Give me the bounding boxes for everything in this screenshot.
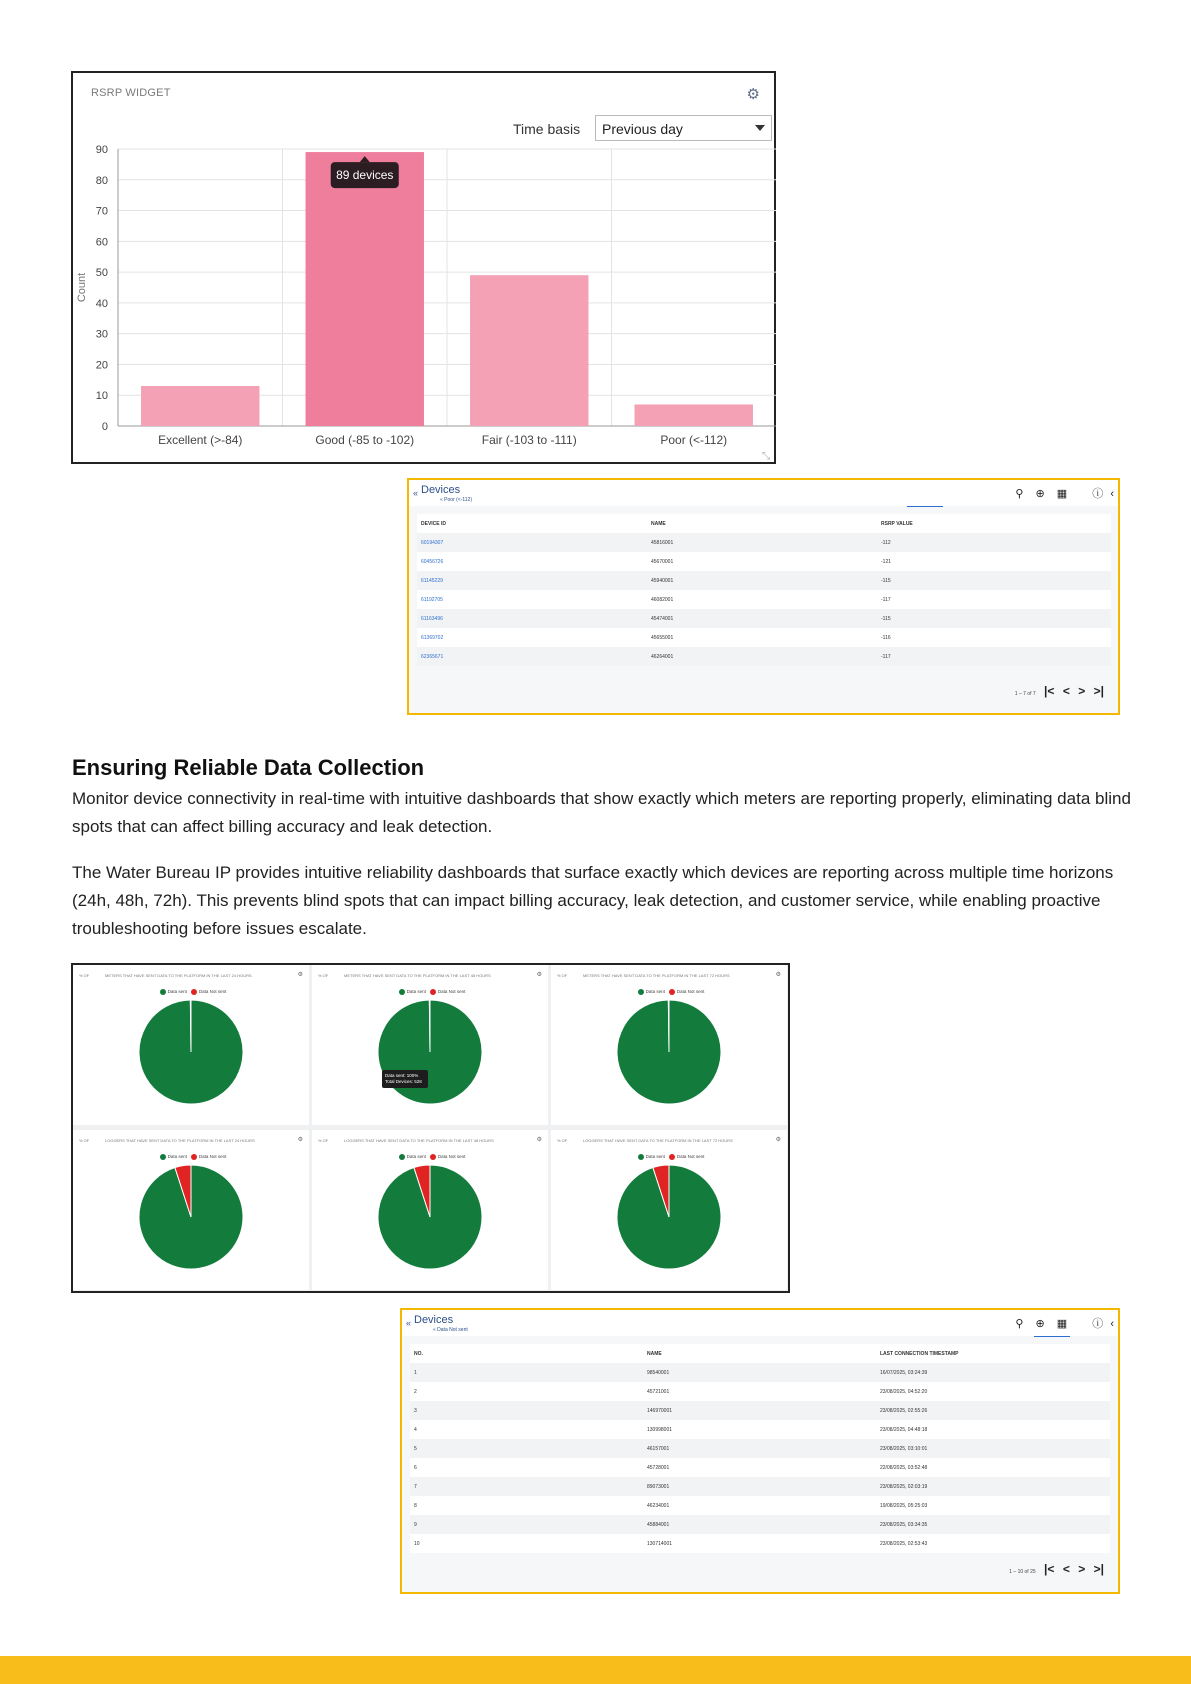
reporting-pie-grid	[71, 963, 790, 1293]
next-page-icon[interactable]: >	[1078, 1562, 1086, 1576]
table-cell: 146970001	[643, 1401, 876, 1420]
table-row[interactable]	[410, 1439, 1110, 1458]
back-icon[interactable]: «	[406, 1318, 412, 1328]
pie-title: LOGGERS THAT HAVE SENT DATA TO THE PLATFORM IN THE LAST 24 HOURS	[105, 1138, 255, 1143]
add-circle-icon[interactable]: ⊕	[1035, 488, 1045, 500]
table-cell: -117	[877, 647, 1111, 666]
pagination-range: 1 – 10 of 25	[1009, 1569, 1036, 1575]
column-header[interactable]: RSRP VALUE	[877, 514, 1111, 533]
time-basis-value: Previous day	[602, 121, 683, 137]
table-cell: 10	[410, 1534, 643, 1553]
info-icon[interactable]: ⓘ	[1092, 488, 1104, 500]
y-tick-label: 50	[95, 267, 108, 280]
tooltip-line: Total Devices: 528	[385, 1079, 422, 1084]
table-row[interactable]	[410, 1496, 1110, 1515]
table-cell: 45728001	[643, 1458, 876, 1477]
table-row[interactable]	[417, 628, 1111, 647]
table-row[interactable]	[410, 1458, 1110, 1477]
section-paragraph-2: The Water Bureau IP provides intuitive reliability dashboards that surface exactly which devices are reporting across multiple time horizons (24h, 48h, 72h). This prevents blind spots that can impact billing accuracy, leak detection, and customer service, while enabling proactive troubleshooting before issues escalate.	[72, 863, 1114, 938]
legend-swatch	[160, 989, 166, 995]
svg-text:89 devices: 89 devices	[336, 168, 394, 183]
time-basis-label: Time basis	[513, 121, 581, 137]
table-cell: 45884001	[643, 1515, 876, 1534]
table-cell: 23/08/2025, 02:53:43	[876, 1534, 1110, 1553]
table-row[interactable]	[417, 590, 1111, 609]
legend-swatch	[638, 1154, 644, 1160]
table-row[interactable]	[410, 1382, 1110, 1401]
pie-legend	[73, 989, 309, 995]
column-header[interactable]: NAME	[647, 514, 877, 533]
panel-breadcrumb[interactable]: « Poor (<-112)	[440, 497, 473, 503]
table-cell: 46082001	[647, 590, 877, 609]
table-row[interactable]	[410, 1515, 1110, 1534]
active-tab-underline	[907, 506, 943, 507]
pie-unit-label: % OF	[79, 973, 90, 978]
legend-label[interactable]: Data sent	[167, 1154, 187, 1160]
table-cell: 5	[410, 1439, 643, 1458]
legend-label[interactable]: Data sent	[167, 989, 187, 995]
legend-label[interactable]: Data Not sent	[437, 989, 466, 995]
section-paragraph-1: Monitor device connectivity in real-time with intuitive dashboards that show exactly which meters are reporting properly, eliminating data blind spots that can affect billing accuracy and leak detection.	[72, 789, 1131, 836]
widget-title: RSRP WIDGET	[91, 87, 171, 99]
legend-label[interactable]: Data sent	[645, 1154, 665, 1160]
pie-legend	[73, 1154, 309, 1160]
pie-slice-not-sent[interactable]	[668, 1000, 669, 1052]
legend-label[interactable]: Data Not sent	[437, 1154, 466, 1160]
y-tick-label: 40	[95, 297, 108, 310]
legend-label[interactable]: Data sent	[406, 989, 426, 995]
panel-toolbar	[1006, 1315, 1114, 1331]
footer-accent-bar	[0, 1656, 1191, 1684]
panel-title: Devices	[414, 1314, 454, 1326]
grid-icon[interactable]: ▦	[1056, 1318, 1068, 1330]
table-row[interactable]	[417, 571, 1111, 590]
legend-swatch	[638, 989, 644, 995]
table-header-row	[417, 514, 1111, 533]
y-tick-label: 20	[95, 359, 108, 372]
pagination	[1009, 1562, 1104, 1576]
table-cell: 23/08/2025, 03:34:35	[876, 1515, 1110, 1534]
table-cell: -115	[877, 609, 1111, 628]
column-header[interactable]: LAST CONNECTION TIMESTAMP	[876, 1344, 1110, 1363]
panel-title: Devices	[421, 484, 461, 496]
pie-widget	[551, 965, 787, 1125]
legend-swatch	[191, 989, 197, 995]
table-cell: 6	[410, 1458, 643, 1477]
bar[interactable]	[470, 275, 588, 426]
table-row[interactable]	[410, 1401, 1110, 1420]
devices-table	[417, 514, 1111, 666]
info-icon[interactable]: ⓘ	[1092, 1318, 1104, 1330]
legend-swatch	[669, 1154, 675, 1160]
panel-header	[402, 1310, 1118, 1336]
legend-swatch	[160, 1154, 166, 1160]
table-row[interactable]	[410, 1477, 1110, 1496]
time-basis-select[interactable]	[595, 115, 772, 141]
table-cell[interactable]: 61163496	[417, 609, 647, 628]
table-row[interactable]	[417, 552, 1111, 571]
legend-label[interactable]: Data sent	[406, 1154, 426, 1160]
prev-page-icon[interactable]: <	[1062, 684, 1070, 698]
y-tick-label: 0	[101, 421, 108, 433]
search-icon[interactable]: ⚲	[1015, 1318, 1024, 1330]
grid-icon[interactable]: ▦	[1056, 488, 1068, 500]
pie-slice-not-sent[interactable]	[429, 1000, 430, 1052]
table-cell: 45655001	[647, 628, 877, 647]
table-cell: 89073001	[643, 1477, 876, 1496]
x-tick-label: Fair (-103 to -111)	[481, 433, 577, 447]
table-row[interactable]	[410, 1534, 1110, 1553]
y-axis-label: Count	[76, 272, 88, 303]
table-cell: 130998001	[643, 1420, 876, 1439]
table-cell[interactable]: 61145229	[417, 571, 647, 590]
y-tick-label: 60	[95, 236, 108, 249]
pie-widget	[551, 1130, 787, 1290]
last-page-icon[interactable]: >|	[1093, 684, 1104, 698]
pie-title: LOGGERS THAT HAVE SENT DATA TO THE PLATFORM IN THE LAST 72 HOURS	[583, 1138, 733, 1143]
legend-swatch	[430, 1154, 436, 1160]
legend-swatch	[399, 989, 405, 995]
add-circle-icon[interactable]: ⊕	[1035, 1318, 1045, 1330]
table-cell: -121	[877, 552, 1111, 571]
bar[interactable]	[635, 404, 753, 426]
legend-label[interactable]: Data Not sent	[198, 1154, 227, 1160]
pie-title: METERS THAT HAVE SENT DATA TO THE PLATFORM IN THE LAST 24 HOURS	[105, 973, 252, 978]
table-cell: 23/08/2025, 03:10:01	[876, 1439, 1110, 1458]
section-heading: Ensuring Reliable Data Collection	[72, 755, 425, 780]
pie-legend	[312, 1154, 548, 1160]
table-cell: 4	[410, 1420, 643, 1439]
table-cell: 7	[410, 1477, 643, 1496]
table-cell: -112	[877, 533, 1111, 552]
panel-toolbar	[1006, 485, 1114, 501]
table-row[interactable]	[417, 533, 1111, 552]
table-cell[interactable]: 62365671	[417, 647, 647, 666]
pie-unit-label: % OF	[318, 1138, 329, 1143]
chevron-down-icon	[755, 125, 765, 131]
table-cell[interactable]: 60194307	[417, 533, 647, 552]
table-row[interactable]	[417, 609, 1111, 628]
devices-table	[410, 1344, 1110, 1553]
x-tick-label: Poor (<-112)	[660, 433, 728, 447]
x-tick-label: Good (-85 to -102)	[315, 433, 415, 447]
table-cell[interactable]: 61369702	[417, 628, 647, 647]
prev-page-icon[interactable]: <	[1062, 1562, 1070, 1576]
table-cell: -116	[877, 628, 1111, 647]
gear-icon[interactable]: ⚙	[775, 972, 781, 978]
back-icon[interactable]: «	[413, 488, 419, 498]
y-tick-label: 30	[95, 328, 108, 341]
column-header[interactable]: NAME	[643, 1344, 876, 1363]
table-cell: 46234001	[643, 1496, 876, 1515]
gear-icon[interactable]: ⚙	[297, 972, 303, 978]
table-cell: 45474001	[647, 609, 877, 628]
table-cell: 16/07/2025, 03:24:39	[876, 1363, 1110, 1382]
table-header-row	[410, 1344, 1110, 1363]
gear-icon[interactable]: ⚙	[297, 1137, 303, 1143]
table-cell: 23/08/2025, 04:52:20	[876, 1382, 1110, 1401]
gear-icon[interactable]: ⚙	[536, 1137, 542, 1143]
last-page-icon[interactable]: >|	[1093, 1562, 1104, 1576]
legend-swatch	[669, 989, 675, 995]
table-cell: 45721001	[643, 1382, 876, 1401]
pie-title: METERS THAT HAVE SENT DATA TO THE PLATFORM IN THE LAST 48 HOURS	[344, 973, 491, 978]
pie-unit-label: % OF	[557, 973, 568, 978]
table-cell: 23/08/2025, 02:03:19	[876, 1477, 1110, 1496]
legend-swatch	[399, 1154, 405, 1160]
column-header[interactable]: NO.	[410, 1344, 643, 1363]
table-cell: 19/08/2025, 05:25:03	[876, 1496, 1110, 1515]
pie-widget	[312, 1130, 548, 1290]
collapse-icon[interactable]: ‹	[1110, 1318, 1114, 1330]
gear-icon[interactable]: ⚙	[746, 86, 760, 103]
table-cell: 3	[410, 1401, 643, 1420]
x-tick-label: Excellent (>-84)	[158, 433, 243, 447]
table-row[interactable]	[417, 647, 1111, 666]
devices-panel-poor	[407, 478, 1120, 715]
legend-label[interactable]: Data sent	[645, 989, 665, 995]
table-cell: -115	[877, 571, 1111, 590]
pagination-range: 1 – 7 of 7	[1014, 691, 1036, 697]
pie-slice-not-sent[interactable]	[190, 1000, 191, 1052]
table-cell: 45670001	[647, 552, 877, 571]
table-cell: 1	[410, 1363, 643, 1382]
first-page-icon[interactable]: |<	[1044, 684, 1055, 698]
table-cell: 45940001	[647, 571, 877, 590]
tooltip-line: Data sent: 100%	[385, 1073, 419, 1078]
table-row[interactable]	[410, 1420, 1110, 1439]
panel-breadcrumb[interactable]: « Data Not sent	[433, 1327, 468, 1333]
collapse-icon[interactable]: ‹	[1110, 488, 1114, 500]
legend-label[interactable]: Data Not sent	[676, 1154, 705, 1160]
pie-widget	[73, 1130, 309, 1290]
pie-unit-label: % OF	[79, 1138, 90, 1143]
table-cell: 46157001	[643, 1439, 876, 1458]
y-tick-label: 80	[95, 174, 108, 187]
table-cell: 98540001	[643, 1363, 876, 1382]
active-tab-underline	[1034, 1336, 1070, 1337]
gear-icon[interactable]: ⚙	[775, 1137, 781, 1143]
pie-title: METERS THAT HAVE SENT DATA TO THE PLATFORM IN THE LAST 72 HOURS	[583, 973, 730, 978]
column-header[interactable]: DEVICE ID	[417, 514, 647, 533]
table-cell: 22/08/2025, 03:52:48	[876, 1458, 1110, 1477]
pie-title: LOGGERS THAT HAVE SENT DATA TO THE PLATFORM IN THE LAST 48 HOURS	[344, 1138, 494, 1143]
bar[interactable]	[306, 152, 424, 426]
table-cell: 23/08/2025, 04:48:18	[876, 1420, 1110, 1439]
gear-icon[interactable]: ⚙	[536, 972, 542, 978]
table-cell[interactable]: 60456726	[417, 552, 647, 571]
panel-header	[409, 480, 1118, 506]
table-cell: 46264001	[647, 647, 877, 666]
y-tick-label: 90	[95, 144, 108, 156]
table-cell[interactable]: 61192705	[417, 590, 647, 609]
table-cell: 2	[410, 1382, 643, 1401]
y-tick-label: 10	[95, 390, 108, 403]
pagination	[1015, 684, 1104, 698]
devices-panel-not-sent	[400, 1308, 1120, 1594]
pie-legend	[312, 989, 548, 995]
table-cell: 45816001	[647, 533, 877, 552]
rsrp-widget	[71, 71, 776, 464]
legend-label[interactable]: Data Not sent	[198, 989, 227, 995]
table-cell: -117	[877, 590, 1111, 609]
y-tick-label: 70	[95, 205, 108, 218]
bar[interactable]	[141, 386, 259, 426]
pie-unit-label: % OF	[557, 1138, 568, 1143]
search-icon[interactable]: ⚲	[1015, 488, 1024, 500]
table-cell: 130714001	[643, 1534, 876, 1553]
table-cell: 9	[410, 1515, 643, 1534]
pie-legend	[551, 1154, 787, 1160]
pie-unit-label: % OF	[318, 973, 329, 978]
pie-tooltip	[382, 1070, 428, 1088]
next-page-icon[interactable]: >	[1078, 684, 1086, 698]
first-page-icon[interactable]: |<	[1044, 1562, 1055, 1576]
legend-swatch	[430, 989, 436, 995]
pie-widget	[73, 965, 309, 1125]
pie-widget	[312, 965, 548, 1125]
table-cell: 23/08/2025, 02:55:26	[876, 1401, 1110, 1420]
table-row[interactable]	[410, 1363, 1110, 1382]
legend-swatch	[191, 1154, 197, 1160]
resize-handle-icon[interactable]: ⤡	[762, 451, 770, 462]
pie-legend	[551, 989, 787, 995]
legend-label[interactable]: Data Not sent	[676, 989, 705, 995]
table-cell: 8	[410, 1496, 643, 1515]
